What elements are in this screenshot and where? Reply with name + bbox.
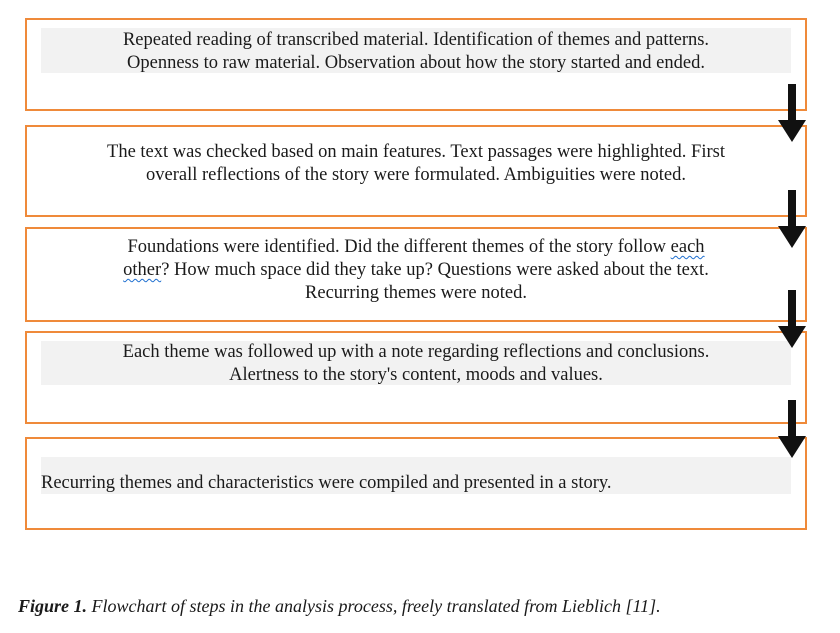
- step-3-line-3: Recurring themes were noted.: [305, 283, 527, 303]
- step-3-spellcheck-word-2: other: [123, 260, 162, 280]
- step-3-spellcheck-word-1: each: [670, 237, 705, 257]
- step-1-box: [25, 18, 807, 111]
- step-4-line-1: Each theme was followed up with a note regarding reflections and conclusions.: [122, 342, 710, 362]
- arrow-2-icon: [777, 190, 807, 250]
- step-4-box: [25, 331, 807, 424]
- step-3-text: [41, 236, 791, 305]
- step-2-text: [41, 141, 791, 187]
- step-5-line-1: Recurring themes and characteristics were compiled and presented in a story.: [41, 473, 612, 493]
- figure-caption-label: Figure 1.: [18, 596, 88, 616]
- step-3-box: [25, 227, 807, 322]
- step-2-box: [25, 125, 807, 217]
- figure-caption-text: Flowchart of steps in the analysis process, freely translated from Lieblich [11].: [87, 596, 661, 616]
- step-3-line-2: [41, 259, 791, 282]
- arrow-3-icon: [777, 290, 807, 350]
- arrow-4-icon: [777, 400, 807, 460]
- step-2-line-1: The text was checked based on main features. Text passages were highlighted. First: [107, 142, 725, 162]
- step-2-line-2: overall reflections of the story were formulated. Ambiguities were noted.: [146, 165, 686, 185]
- step-5-text: [41, 472, 791, 495]
- step-4-text: [41, 341, 791, 387]
- step-3-line-2-text: ? How much space did they take up? Questions were asked about the text.: [161, 260, 709, 280]
- step-3-line-1: [41, 236, 791, 259]
- step-3-line-1-text: Foundations were identified. Did the different themes of the story follow: [127, 237, 671, 257]
- step-1-line-1: Repeated reading of transcribed material. Identification of themes and patterns.: [122, 30, 710, 50]
- figure-caption: [18, 596, 661, 617]
- step-5-box: [25, 437, 807, 530]
- step-1-line-2: Openness to raw material. Observation about how the story started and ended.: [127, 53, 705, 73]
- arrow-1-icon: [777, 84, 807, 144]
- step-1-text: [41, 29, 791, 75]
- step-4-line-2: Alertness to the story's content, moods and values.: [229, 365, 603, 385]
